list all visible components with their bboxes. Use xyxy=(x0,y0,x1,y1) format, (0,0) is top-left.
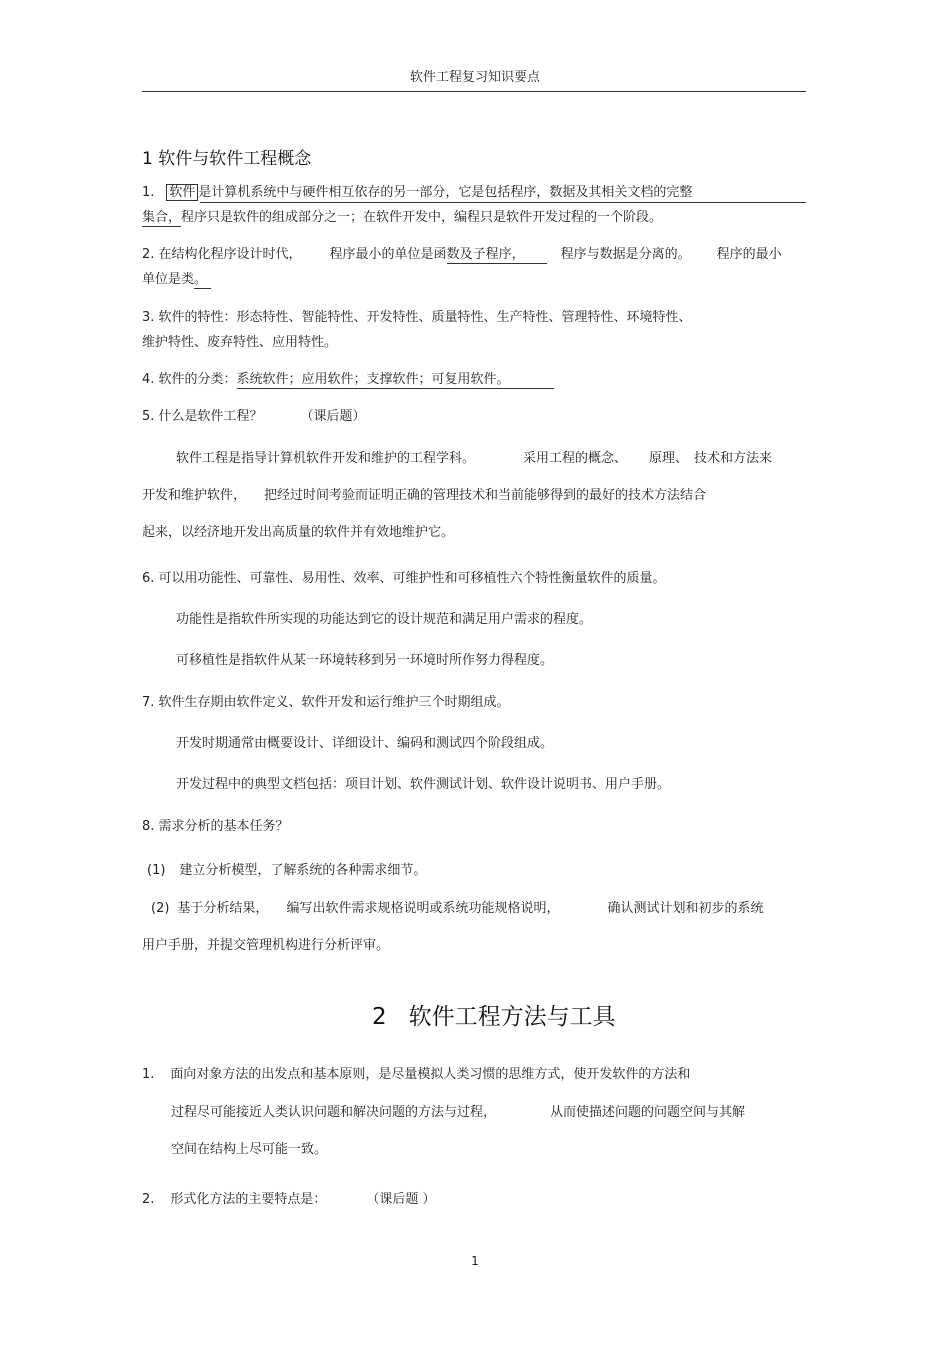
s1-q3-line2: 维护特性、废弃特性、应用特性。 xyxy=(142,335,338,350)
s1-q7-line2: 开发时期通常由概要设计、详细设计、编码和测试四个阶段组成。 xyxy=(176,736,554,751)
section-2-number: 2 xyxy=(372,1004,387,1030)
s2-q1-line2 xyxy=(171,1104,745,1122)
s1-q5-a2: 采用工程的概念、 xyxy=(523,451,628,466)
s1-q5-a6: 把经过时间考验而证明正确的管理技术和当前能够得到的最好的技术方法结合 xyxy=(264,488,707,503)
s1-q5-answer-line3: 起来，以经济地开发出高质量的软件并有效地维护它。 xyxy=(142,525,455,540)
s1-q8-question: 8. 需求分析的基本任务？ xyxy=(142,819,289,834)
s2-q1-line1-text: 面向对象方法的出发点和基本原则，是尽量模拟人类习惯的思维方式，使开发软件的方法和 xyxy=(170,1067,691,1082)
s1-q8-item2-line2: 用户手册，并提交管理机构进行分析评审。 xyxy=(142,938,390,953)
s1-q2-part4: 程序的最小 xyxy=(716,247,782,262)
s1-q2-line2 xyxy=(142,271,211,289)
s1-q5-answer-line1 xyxy=(176,450,772,468)
s1-q8-item2-b: 编写出软件需求规格说明或系统功能规格说明， xyxy=(286,901,560,916)
s1-q1-line2-rest: 程序只是软件的组成部分之一；在软件开发中，编程只是软件开发过程的一个阶段。 xyxy=(181,210,663,225)
s2-q1-number: 1. xyxy=(142,1067,155,1082)
s1-q8-item2-c: 确认测试计划和初步的系统 xyxy=(607,901,764,916)
section-2-title: 软件工程方法与工具 xyxy=(408,1004,616,1030)
running-header: 软件工程复习知识要点 xyxy=(409,70,540,85)
s1-q2-part3: 程序与数据是分离的。 xyxy=(560,247,691,262)
s1-q5-a5: 开发和维护软件， xyxy=(142,488,247,503)
s1-q7-line1: 7. 软件生存期由软件定义、软件开发和运行维护三个时期组成。 xyxy=(142,695,510,710)
s2-q1-line3: 空间在结构上尽可能一致。 xyxy=(171,1142,328,1157)
s1-q2-part1: 2. 在结构化程序设计时代， xyxy=(142,247,302,262)
page-number: 1 xyxy=(471,1254,479,1268)
s1-q2-line1 xyxy=(142,246,782,264)
s1-q5-a1: 软件工程是指导计算机软件开发和维护的工程学科。 xyxy=(176,451,476,466)
s1-q8-item1 xyxy=(147,862,426,880)
s1-q6-line2: 功能性是指软件所实现的功能达到它的设计规范和满足用户需求的程度。 xyxy=(176,612,593,627)
s2-q2-text: 形式化方法的主要特点是： xyxy=(170,1192,327,1207)
s1-q5-a4: 技术和方法来 xyxy=(694,451,773,466)
s2-q2 xyxy=(142,1191,436,1209)
s1-q5-question: 5. 什么是软件工程？ xyxy=(142,409,263,424)
term-box-software: 软件 xyxy=(166,184,198,201)
s1-q5-answer-line2 xyxy=(142,487,706,505)
s1-q1-line1 xyxy=(142,184,692,202)
s2-q2-tag: （课后题 ） xyxy=(366,1192,436,1207)
s1-q8-item1-text: 建立分析模型，了解系统的各种需求细节。 xyxy=(179,863,427,878)
s1-q2-part2-underlined: 数及子程序， xyxy=(447,247,547,264)
s1-q2-part2: 程序最小的单位是函 xyxy=(329,247,447,262)
s1-q1-rest: 是计算机系统中与硬件相互依存的另一部分，它是包括程序，数据及其相关文档的完整 xyxy=(198,185,693,200)
section-2-heading xyxy=(372,998,616,1031)
s1-q5-a3: 原理、 xyxy=(649,451,689,466)
s1-q8-item1-number: (1) xyxy=(147,863,166,878)
s1-q1-line2-underlined: 集合， xyxy=(142,210,182,225)
s1-q4-underlined: 系统软件；应用软件；支撑软件；可复用软件。 xyxy=(237,372,554,389)
header-rule xyxy=(142,91,806,92)
s2-q1-line2a: 过程尽可能接近人类认识问题和解决问题的方法与过程， xyxy=(171,1105,497,1120)
s1-q3-line1: 3. 软件的特性：形态特性、智能特性、开发特性、质量特性、生产特性、管理特性、环境特性、 xyxy=(142,310,692,325)
s1-q8-item2 xyxy=(151,900,763,918)
section-1-heading: 1 软件与软件工程概念 xyxy=(142,149,312,169)
s1-q4-prefix: 4. 软件的分类： xyxy=(142,372,237,387)
s1-q1-underline xyxy=(200,202,806,203)
s1-q4 xyxy=(142,371,554,389)
s1-q5-question-line xyxy=(142,408,366,426)
s1-q1-number: 1. xyxy=(142,185,155,200)
s2-q1-line2b: 从而使描述问题的问题空间与其解 xyxy=(550,1105,746,1120)
s2-q2-number: 2. xyxy=(142,1192,155,1207)
s1-q8-item2-number: (2) xyxy=(151,901,170,916)
s2-q1-line1 xyxy=(142,1066,690,1084)
s1-q7-line3: 开发过程中的典型文档包括：项目计划、软件测试计划、软件设计说明书、用户手册。 xyxy=(176,777,671,792)
s1-q6-line1: 6. 可以用功能性、可靠性、易用性、效率、可维护性和可移植性六个特性衡量软件的质量。 xyxy=(142,571,666,586)
s1-q8-item2-a: 基于分析结果， xyxy=(177,901,269,916)
s1-q5-tag: （课后题） xyxy=(300,409,366,424)
s1-q6-line3: 可移植性是指软件从某一环境转移到另一环境时所作努力得程度。 xyxy=(176,653,554,668)
s1-q2-line2-underlined: 。 xyxy=(194,272,211,289)
s1-q2-line2-text: 单位是类 xyxy=(142,272,195,287)
s1-q1-line2 xyxy=(142,209,662,227)
